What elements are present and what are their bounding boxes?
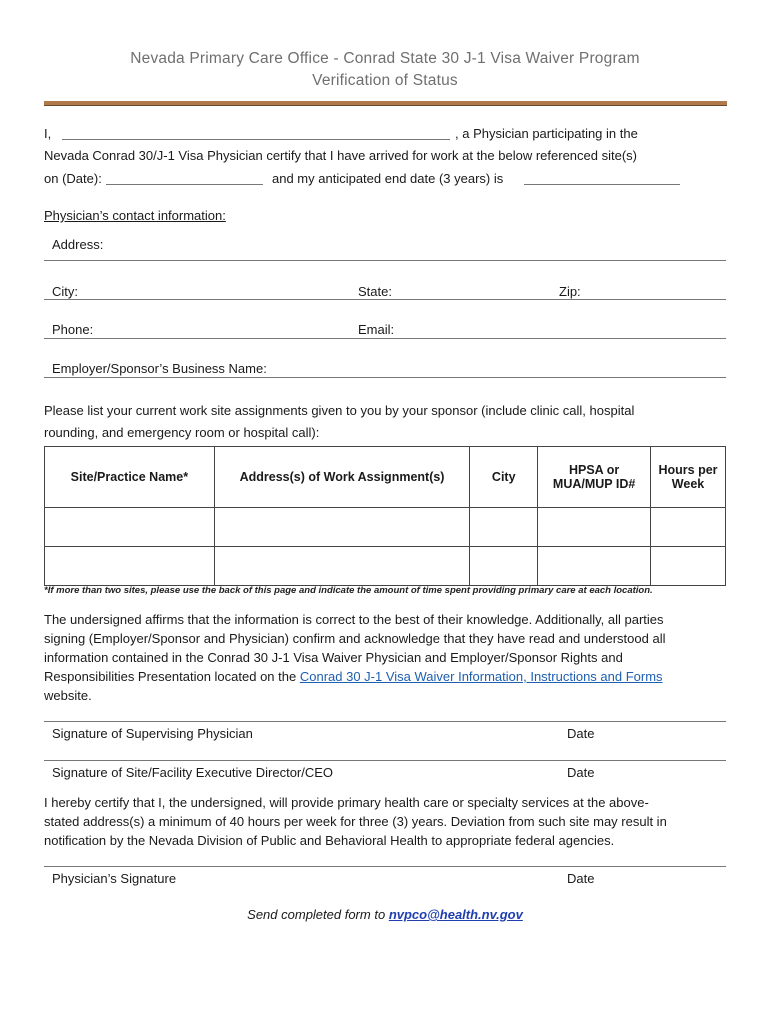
- address-cell[interactable]: [214, 547, 470, 586]
- col-hours: Hours per Week: [651, 447, 726, 508]
- affirmation-line4-prefix: Responsibilities Presentation located on the: [44, 669, 297, 684]
- employer-label: Employer/Sponsor’s Business Name:: [52, 361, 267, 376]
- site-name-cell[interactable]: [45, 547, 215, 586]
- hours-cell[interactable]: [651, 508, 726, 547]
- table-row: [45, 547, 726, 586]
- supervising-date-label: Date: [567, 726, 595, 741]
- col-address: Address(s) of Work Assignment(s): [214, 447, 470, 508]
- executive-signature-line[interactable]: [44, 760, 726, 761]
- intro-line1-prefix: I,: [44, 126, 52, 141]
- supervising-signature-label: Signature of Supervising Physician: [52, 726, 253, 741]
- worksite-instruction-line1: Please list your current work site assignments given to you by your sponsor (include clinic call, hospital: [44, 403, 635, 418]
- send-instructions: [0, 907, 770, 922]
- intro-line3-middle: and my anticipated end date (3 years) is: [272, 171, 504, 186]
- address-field[interactable]: [44, 260, 726, 261]
- col-hpsa-id: HPSA or MUA/MUP ID#: [538, 447, 651, 508]
- executive-date-label: Date: [567, 765, 595, 780]
- conrad-info-link[interactable]: Conrad 30 J-1 Visa Waiver Information, Instructions and Forms: [299, 669, 663, 684]
- form-subtitle: Verification of Status: [312, 72, 458, 89]
- col-site-name: Site/Practice Name*: [45, 447, 215, 508]
- email-link[interactable]: nvpco@health.nv.gov: [388, 907, 523, 922]
- physician-date-label: Date: [567, 871, 595, 886]
- table-row: [45, 508, 726, 547]
- state-label: State:: [358, 284, 392, 299]
- employer-field[interactable]: [44, 377, 726, 378]
- physician-signature-label: Physician’s Signature: [52, 871, 177, 886]
- contact-heading: Physician’s contact information:: [44, 208, 226, 223]
- certification-line2: stated address(s) a minimum of 40 hours per week for three (3) years. Deviation from such site may result in: [44, 814, 667, 829]
- physician-signature-line[interactable]: [44, 866, 726, 867]
- affirmation-line5: website.: [44, 688, 92, 703]
- title-divider: [44, 101, 727, 106]
- table-header-row: [45, 447, 726, 508]
- worksite-table: [44, 446, 726, 586]
- hpsa-cell[interactable]: [538, 508, 651, 547]
- arrival-date-field[interactable]: [106, 184, 263, 185]
- supervising-signature-line[interactable]: [44, 721, 726, 722]
- city-label: City:: [52, 284, 78, 299]
- send-text: Send completed form to: [247, 907, 386, 922]
- zip-label: Zip:: [559, 284, 581, 299]
- intro-line2: Nevada Conrad 30/J-1 Visa Physician certify that I have arrived for work at the below referenced site(s): [44, 148, 637, 163]
- city-cell[interactable]: [470, 547, 538, 586]
- phone-email-field[interactable]: [44, 338, 726, 339]
- table-footnote: *If more than two sites, please use the back of this page and indicate the amount of time spent providing primary care at each location.: [44, 585, 653, 596]
- form-title: Nevada Primary Care Office - Conrad State 30 J-1 Visa Waiver Program: [130, 50, 640, 67]
- hours-cell[interactable]: [651, 547, 726, 586]
- email-label: Email:: [358, 322, 395, 337]
- affirmation-line3: information contained in the Conrad 30 J-1 Visa Waiver Physician and Employer/Sponsor Rights and: [44, 650, 623, 665]
- hpsa-cell[interactable]: [538, 547, 651, 586]
- col-city: City: [470, 447, 538, 508]
- end-date-field[interactable]: [524, 184, 680, 185]
- physician-name-field[interactable]: [62, 139, 450, 140]
- address-label: Address:: [52, 237, 104, 252]
- certification-line1: I hereby certify that I, the undersigned, will provide primary health care or specialty services at the above-: [44, 795, 649, 810]
- worksite-instruction-line2: rounding, and emergency room or hospital call):: [44, 425, 320, 440]
- city-cell[interactable]: [470, 508, 538, 547]
- affirmation-line1: The undersigned affirms that the information is correct to the best of their knowledge. Additionally, all parties: [44, 612, 664, 627]
- intro-line1-suffix: , a Physician participating in the: [455, 126, 638, 141]
- site-name-cell[interactable]: [45, 508, 215, 547]
- city-state-zip-field[interactable]: [44, 299, 726, 300]
- address-cell[interactable]: [214, 508, 470, 547]
- intro-line3-prefix: on (Date):: [44, 171, 102, 186]
- certification-line3: notification by the Nevada Division of Public and Behavioral Health to appropriate federal agencies.: [44, 833, 615, 848]
- executive-signature-label: Signature of Site/Facility Executive Director/CEO: [52, 765, 334, 780]
- phone-label: Phone:: [52, 322, 94, 337]
- affirmation-line4: [44, 667, 663, 687]
- affirmation-line2: signing (Employer/Sponsor and Physician) confirm and acknowledge that they have read and understood all: [44, 631, 666, 646]
